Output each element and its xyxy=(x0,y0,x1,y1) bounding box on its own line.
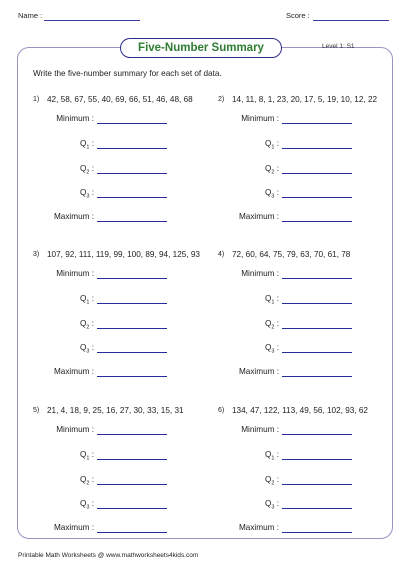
field-label-q3 xyxy=(34,343,94,355)
q-letter: Q xyxy=(80,450,87,459)
answer-line-min[interactable] xyxy=(282,434,352,435)
field-label-max: Maximum : xyxy=(53,367,94,376)
answer-line-q3[interactable] xyxy=(282,352,352,353)
answer-line-min[interactable] xyxy=(97,278,167,279)
field-label-q1 xyxy=(34,450,94,462)
q-colon: : xyxy=(89,319,94,328)
field-label-q1 xyxy=(219,294,279,306)
field-label-q1 xyxy=(34,139,94,151)
q-letter: Q xyxy=(265,475,272,484)
field-label-max: Maximum : xyxy=(238,212,279,221)
field-label-min: Minimum : xyxy=(241,269,279,278)
field-label-min: Minimum : xyxy=(56,114,94,123)
q-letter: Q xyxy=(265,450,272,459)
q-letter: Q xyxy=(80,139,87,148)
answer-line-min[interactable] xyxy=(97,434,167,435)
q-colon: : xyxy=(89,188,94,197)
problem-data: 72, 60, 64, 75, 79, 63, 70, 61, 78 xyxy=(232,250,351,259)
field-label-min: Minimum : xyxy=(56,425,94,434)
field-label-q3 xyxy=(34,188,94,200)
field-label-q2 xyxy=(219,164,279,176)
q-subscript: 1 xyxy=(271,299,275,306)
q-letter: Q xyxy=(265,139,272,148)
q-colon: : xyxy=(274,188,279,197)
field-label-q1 xyxy=(34,294,94,306)
answer-line-min[interactable] xyxy=(97,123,167,124)
answer-line-max[interactable] xyxy=(282,221,352,222)
field-label-min: Minimum : xyxy=(56,269,94,278)
q-subscript: 1 xyxy=(86,299,90,306)
answer-line-q2[interactable] xyxy=(282,173,352,174)
q-colon: : xyxy=(89,499,94,508)
answer-line-min[interactable] xyxy=(282,278,352,279)
answer-line-q2[interactable] xyxy=(282,328,352,329)
answer-line-q3[interactable] xyxy=(97,508,167,509)
answer-line-q2[interactable] xyxy=(97,484,167,485)
q-subscript: 1 xyxy=(271,144,275,151)
answer-line-q3[interactable] xyxy=(97,197,167,198)
q-letter: Q xyxy=(80,319,87,328)
problem-number: 5) xyxy=(33,407,40,414)
q-subscript: 2 xyxy=(86,169,90,176)
problem-number: 3) xyxy=(33,251,40,258)
name-label: Name : xyxy=(18,11,43,20)
q-colon: : xyxy=(89,343,94,352)
answer-line-max[interactable] xyxy=(97,221,167,222)
answer-line-q3[interactable] xyxy=(282,508,352,509)
field-label-q2 xyxy=(34,319,94,331)
field-label-min: Minimum : xyxy=(241,425,279,434)
q-letter: Q xyxy=(265,188,272,197)
q-subscript: 3 xyxy=(86,348,90,355)
answer-line-min[interactable] xyxy=(282,123,352,124)
field-label-q2 xyxy=(219,319,279,331)
q-letter: Q xyxy=(80,499,87,508)
answer-line-q2[interactable] xyxy=(282,484,352,485)
q-subscript: 3 xyxy=(271,193,275,200)
name-line[interactable] xyxy=(44,20,140,21)
q-colon: : xyxy=(274,343,279,352)
q-letter: Q xyxy=(265,499,272,508)
q-subscript: 2 xyxy=(86,480,90,487)
problem-number: 2) xyxy=(218,96,225,103)
field-label-q1 xyxy=(219,450,279,462)
problem-data: 21, 4, 18, 9, 25, 16, 27, 30, 33, 15, 31 xyxy=(47,406,184,415)
q-colon: : xyxy=(89,164,94,173)
q-letter: Q xyxy=(265,164,272,173)
q-letter: Q xyxy=(265,294,272,303)
answer-line-q1[interactable] xyxy=(97,303,167,304)
page-title: Five-Number Summary xyxy=(138,42,264,54)
q-letter: Q xyxy=(80,164,87,173)
q-subscript: 3 xyxy=(271,504,275,511)
q-subscript: 3 xyxy=(86,193,90,200)
answer-line-max[interactable] xyxy=(282,532,352,533)
score-label: Score : xyxy=(286,11,310,20)
field-label-q2 xyxy=(219,475,279,487)
q-colon: : xyxy=(89,294,94,303)
problem-data: 134, 47, 122, 113, 49, 56, 102, 93, 62 xyxy=(232,406,368,415)
q-letter: Q xyxy=(265,319,272,328)
problem-data: 14, 11, 8, 1, 23, 20, 17, 5, 19, 10, 12, 22 xyxy=(232,95,378,104)
q-subscript: 2 xyxy=(271,169,275,176)
q-colon: : xyxy=(274,450,279,459)
field-label-q3 xyxy=(219,499,279,511)
problem-number: 4) xyxy=(218,251,225,258)
score-line[interactable] xyxy=(313,20,389,21)
answer-line-q1[interactable] xyxy=(282,303,352,304)
q-letter: Q xyxy=(265,343,272,352)
q-subscript: 2 xyxy=(271,324,275,331)
q-subscript: 2 xyxy=(271,480,275,487)
field-label-q2 xyxy=(34,164,94,176)
q-colon: : xyxy=(274,475,279,484)
q-colon: : xyxy=(274,499,279,508)
answer-line-q1[interactable] xyxy=(282,148,352,149)
answer-line-q1[interactable] xyxy=(282,459,352,460)
answer-line-q2[interactable] xyxy=(97,173,167,174)
q-subscript: 1 xyxy=(271,455,275,462)
answer-line-q1[interactable] xyxy=(97,459,167,460)
answer-line-q1[interactable] xyxy=(97,148,167,149)
q-colon: : xyxy=(274,164,279,173)
q-colon: : xyxy=(89,475,94,484)
answer-line-max[interactable] xyxy=(97,376,167,377)
q-subscript: 1 xyxy=(86,455,90,462)
q-colon: : xyxy=(274,294,279,303)
answer-line-q2[interactable] xyxy=(97,328,167,329)
q-subscript: 2 xyxy=(86,324,90,331)
answer-line-q3[interactable] xyxy=(97,352,167,353)
field-label-max: Maximum : xyxy=(53,523,94,532)
q-letter: Q xyxy=(80,188,87,197)
q-letter: Q xyxy=(80,475,87,484)
problem-data: 107, 92, 111, 119, 99, 100, 89, 94, 125, 93 xyxy=(47,250,200,259)
field-label-min: Minimum : xyxy=(241,114,279,123)
field-label-q3 xyxy=(219,343,279,355)
footer-text: Printable Math Worksheets @ www.mathworksheets4kids.com xyxy=(18,552,199,559)
problem-data: 42, 58, 67, 55, 40, 69, 66, 51, 46, 48, 68 xyxy=(47,95,193,104)
field-label-max: Maximum : xyxy=(238,523,279,532)
q-subscript: 3 xyxy=(271,348,275,355)
answer-line-max[interactable] xyxy=(97,532,167,533)
field-label-max: Maximum : xyxy=(238,367,279,376)
field-label-max: Maximum : xyxy=(53,212,94,221)
answer-line-max[interactable] xyxy=(282,376,352,377)
q-letter: Q xyxy=(80,343,87,352)
problem-number: 6) xyxy=(218,407,225,414)
title-box xyxy=(120,38,282,58)
answer-line-q3[interactable] xyxy=(282,197,352,198)
q-subscript: 3 xyxy=(86,504,90,511)
problem-number: 1) xyxy=(33,96,40,103)
field-label-q3 xyxy=(219,188,279,200)
q-colon: : xyxy=(89,450,94,459)
q-colon: : xyxy=(274,319,279,328)
instructions: Write the five-number summary for each set of data. xyxy=(33,69,222,78)
q-colon: : xyxy=(274,139,279,148)
level-label: Level 1: S1 xyxy=(322,43,355,50)
q-letter: Q xyxy=(80,294,87,303)
field-label-q2 xyxy=(34,475,94,487)
q-colon: : xyxy=(89,139,94,148)
q-subscript: 1 xyxy=(86,144,90,151)
field-label-q1 xyxy=(219,139,279,151)
field-label-q3 xyxy=(34,499,94,511)
